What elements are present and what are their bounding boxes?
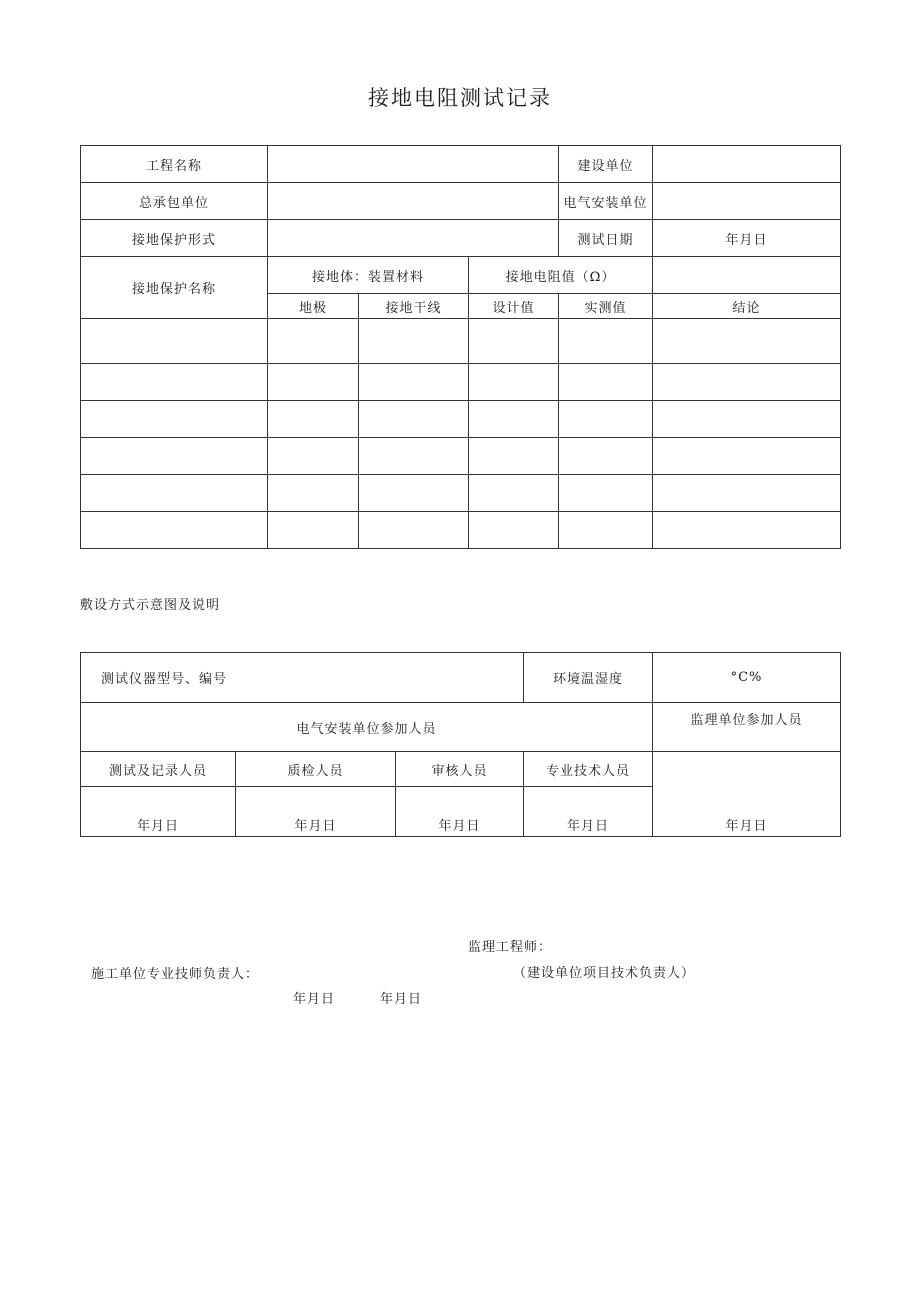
instrument-label: 测试仪器型号、编号 (81, 653, 524, 703)
resistance-header: 接地电阻值（Ω） (469, 257, 653, 294)
col-design-value: 设计值 (469, 294, 559, 319)
col-conclusion: 结论 (653, 294, 841, 319)
table-row (81, 438, 841, 475)
test-date-label: 测试日期 (559, 220, 653, 257)
signature-date-b: 年月日 (380, 992, 423, 1007)
cell[interactable] (359, 401, 469, 438)
cell[interactable] (81, 364, 268, 401)
cell[interactable] (559, 438, 653, 475)
cell[interactable] (469, 475, 559, 512)
cell[interactable] (268, 401, 359, 438)
col-ground-pole: 地极 (268, 294, 359, 319)
tester-label: 测试及记录人员 (81, 752, 236, 787)
tech-date[interactable]: 年月日 (524, 787, 653, 837)
protection-form-field[interactable] (268, 220, 559, 257)
cell[interactable] (559, 401, 653, 438)
cell[interactable] (469, 319, 559, 364)
supervisor-label: 监理工程师： (468, 940, 553, 955)
construction-unit-field[interactable] (653, 146, 841, 183)
cell[interactable] (81, 475, 268, 512)
cell[interactable] (469, 401, 559, 438)
env-value[interactable]: °C% (653, 653, 841, 703)
cell[interactable] (268, 512, 359, 549)
cell[interactable] (653, 401, 841, 438)
cell[interactable] (268, 475, 359, 512)
electrical-unit-field[interactable] (653, 183, 841, 220)
contractor-label: 施工单位专业技师负责人： (91, 967, 260, 982)
cell[interactable] (653, 364, 841, 401)
page-title: 接地电阻测试记录 (368, 86, 552, 110)
cell[interactable] (469, 438, 559, 475)
tester-date[interactable]: 年月日 (81, 787, 236, 837)
diagram-caption: 敷设方式示意图及说明 (80, 598, 221, 613)
cell[interactable] (81, 438, 268, 475)
cell[interactable] (653, 512, 841, 549)
supervision-staff-label: 监理单位参加人员 (653, 703, 841, 752)
reviewer-label: 审核人员 (396, 752, 524, 787)
cell[interactable] (359, 438, 469, 475)
protection-form-label: 接地保护形式 (81, 220, 268, 257)
cell[interactable] (653, 319, 841, 364)
cell[interactable] (559, 512, 653, 549)
supervision-date[interactable]: 年月日 (653, 752, 841, 837)
cell[interactable] (559, 319, 653, 364)
general-contractor-field[interactable] (268, 183, 559, 220)
cell[interactable] (359, 512, 469, 549)
signature-date-a: 年月日 (293, 992, 336, 1007)
cell[interactable] (653, 475, 841, 512)
qc-date[interactable]: 年月日 (236, 787, 396, 837)
cell[interactable] (359, 319, 469, 364)
cell[interactable] (268, 319, 359, 364)
col-measured-value: 实测值 (559, 294, 653, 319)
cell[interactable] (469, 364, 559, 401)
env-label: 环境温湿度 (524, 653, 653, 703)
cell[interactable] (81, 401, 268, 438)
personnel-table (80, 652, 841, 837)
grounding-material-header: 接地体：装置材料 (268, 257, 469, 294)
client-label: （建设单位项目技术负责人） (513, 966, 696, 981)
cell[interactable] (268, 438, 359, 475)
reviewer-date[interactable]: 年月日 (396, 787, 524, 837)
project-name-field[interactable] (268, 146, 559, 183)
construction-unit-label: 建设单位 (559, 146, 653, 183)
table-row (81, 475, 841, 512)
cell[interactable] (359, 475, 469, 512)
project-name-label: 工程名称 (81, 146, 268, 183)
col-ground-trunk: 接地干线 (359, 294, 469, 319)
electrical-staff-label: 电气安装单位参加人员 (81, 703, 653, 752)
electrical-unit-label: 电气安装单位 (559, 183, 653, 220)
tech-label: 专业技术人员 (524, 752, 653, 787)
table-row (81, 512, 841, 549)
cell[interactable] (359, 364, 469, 401)
test-date-field[interactable]: 年月日 (653, 220, 841, 257)
table-row (81, 401, 841, 438)
header-blank (653, 257, 841, 294)
general-contractor-label: 总承包单位 (81, 183, 268, 220)
cell[interactable] (81, 319, 268, 364)
cell[interactable] (469, 512, 559, 549)
cell[interactable] (653, 438, 841, 475)
qc-label: 质检人员 (236, 752, 396, 787)
cell[interactable] (81, 512, 268, 549)
table-row (81, 319, 841, 364)
cell[interactable] (559, 364, 653, 401)
table-row (81, 364, 841, 401)
cell[interactable] (559, 475, 653, 512)
grounding-test-table (80, 145, 841, 549)
protection-name-label: 接地保护名称 (81, 257, 268, 319)
cell[interactable] (268, 364, 359, 401)
